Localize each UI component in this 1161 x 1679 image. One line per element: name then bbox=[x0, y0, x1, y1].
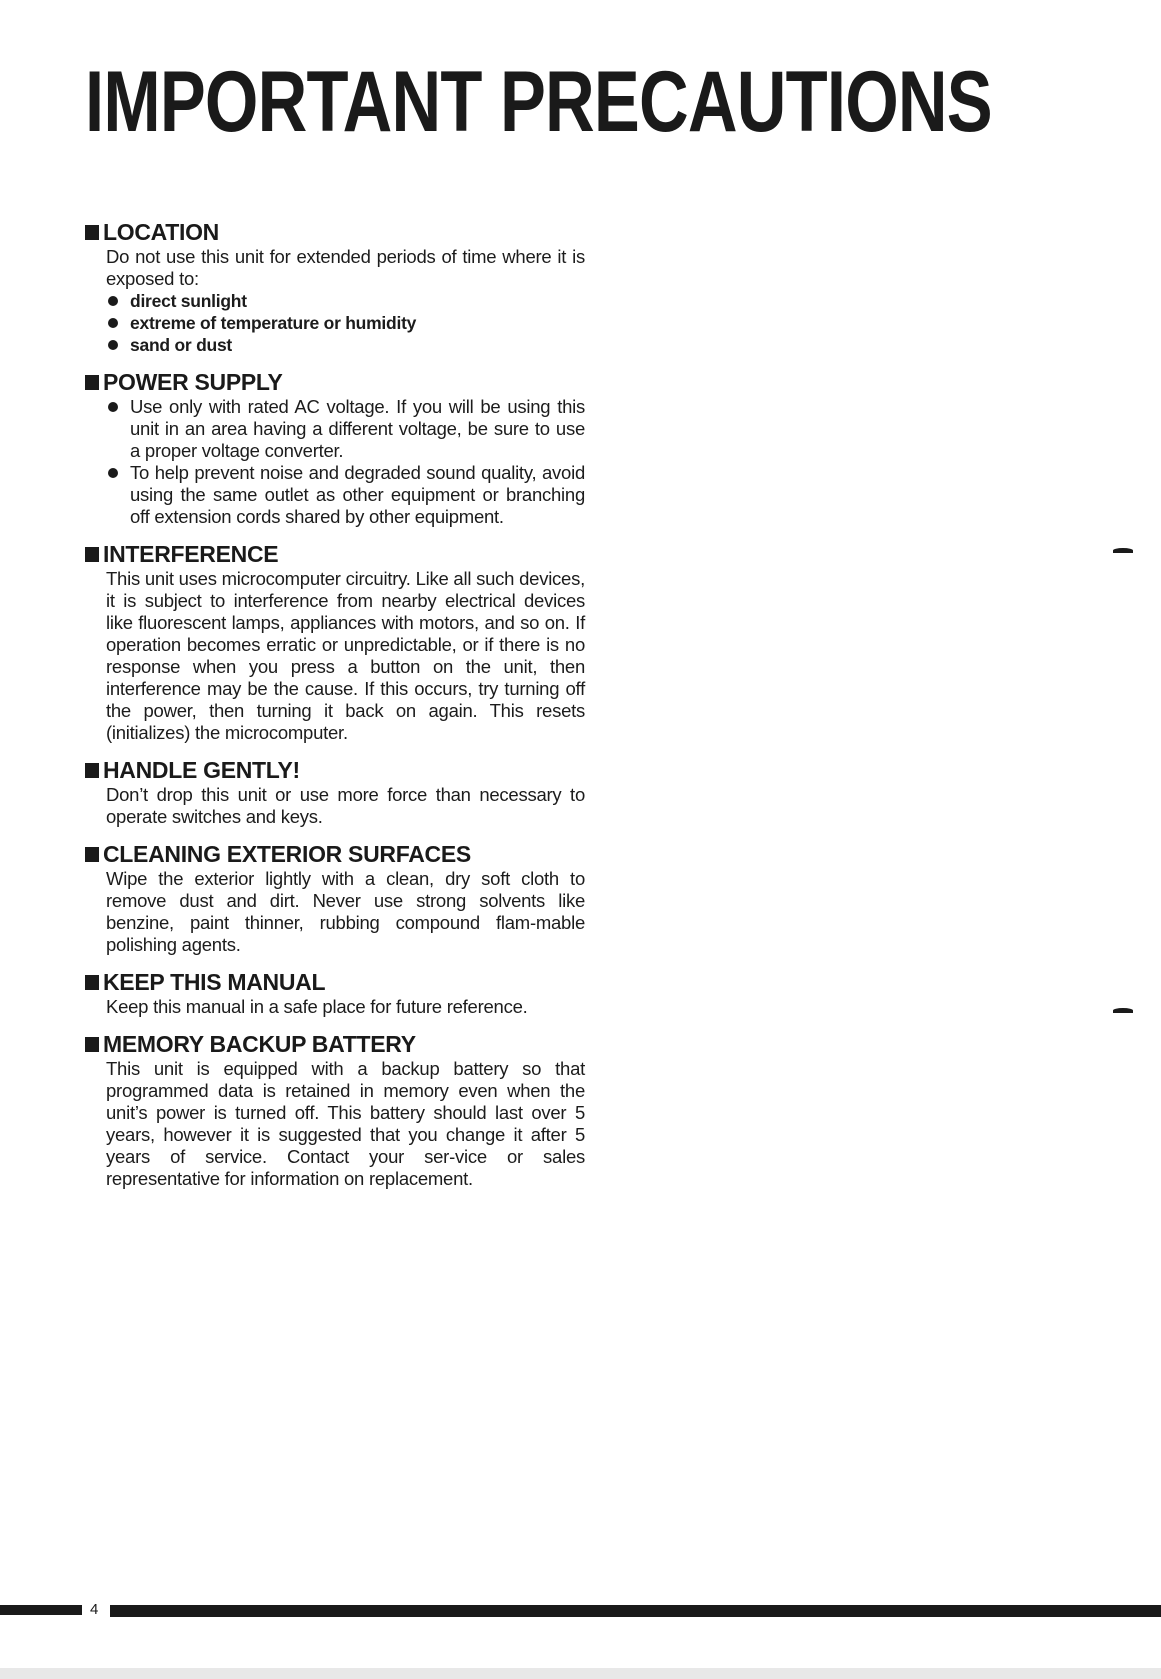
dot-bullet-icon bbox=[108, 340, 118, 350]
list-item-text: direct sunlight bbox=[130, 291, 247, 311]
section-heading bbox=[85, 218, 585, 246]
square-bullet-icon bbox=[85, 763, 99, 778]
square-bullet-icon bbox=[85, 547, 99, 562]
list-item bbox=[106, 462, 585, 528]
dot-bullet-icon bbox=[108, 318, 118, 328]
section-power-supply bbox=[85, 368, 585, 528]
dot-bullet-icon bbox=[108, 468, 118, 478]
section-body: This unit uses microcomputer circuitry. Like all such devices, it is subject to interference from nearby electrical devices like fluorescent lamps, appliances with motors, and so on. If operation becomes erratic or unpredictable, or if there is no response when you press a button on the unit, then interference may be the cause. If this occurs, try turning off the power, then turning it back on again. This resets (initializes) the microcomputer. bbox=[106, 568, 585, 743]
section-handle-gently bbox=[85, 756, 585, 828]
square-bullet-icon bbox=[85, 375, 99, 390]
page-number: 4 bbox=[90, 1601, 99, 1618]
square-bullet-icon bbox=[85, 225, 99, 240]
list-item-text: sand or dust bbox=[130, 335, 233, 355]
list-item bbox=[106, 334, 585, 356]
section-heading-label: MEMORY BACKUP BATTERY bbox=[103, 1031, 416, 1057]
page-title: IMPORTANT PRECAUTIONS bbox=[85, 54, 992, 150]
section-heading-label: CLEANING EXTERIOR SURFACES bbox=[103, 841, 471, 867]
scan-edge bbox=[0, 1668, 1161, 1679]
precautions-column bbox=[85, 218, 585, 1202]
section-heading bbox=[85, 1030, 585, 1058]
section-heading bbox=[85, 540, 585, 568]
section-memory-backup bbox=[85, 1030, 585, 1190]
section-body: Keep this manual in a safe place for future reference. bbox=[106, 996, 528, 1017]
section-body: This unit is equipped with a backup battery so that programmed data is retained in memory even when the unit’s power is turned off. This battery should last over 5 years, however it is suggested that you change it after 5 years of service. Contact your ser-vice or sales representative for information on replacement. bbox=[106, 1058, 585, 1189]
section-body: Wipe the exterior lightly with a clean, dry soft cloth to remove dust and dirt. Never use strong solvents like benzine, paint thinner, rubbing compound flam-mable polishing agents. bbox=[106, 868, 585, 955]
section-heading bbox=[85, 840, 585, 868]
list-item bbox=[106, 312, 585, 334]
section-heading-label: KEEP THIS MANUAL bbox=[103, 969, 326, 995]
square-bullet-icon bbox=[85, 1037, 99, 1052]
section-heading bbox=[85, 756, 585, 784]
bullet-list bbox=[106, 396, 585, 528]
bullet-list bbox=[106, 290, 585, 356]
section-heading-label: INTERFERENCE bbox=[103, 541, 279, 567]
section-heading bbox=[85, 368, 585, 396]
list-item bbox=[106, 290, 585, 312]
margin-tick-mark bbox=[1113, 1008, 1133, 1013]
section-heading-label: POWER SUPPLY bbox=[103, 369, 283, 395]
list-item bbox=[106, 396, 585, 462]
margin-tick-mark bbox=[1113, 548, 1133, 553]
section-keep-manual bbox=[85, 968, 585, 1018]
dot-bullet-icon bbox=[108, 296, 118, 306]
section-heading bbox=[85, 968, 585, 996]
square-bullet-icon bbox=[85, 975, 99, 990]
section-location bbox=[85, 218, 585, 356]
dot-bullet-icon bbox=[108, 402, 118, 412]
section-body: Do not use this unit for extended periods of time where it is exposed to: bbox=[106, 246, 585, 289]
section-heading-label: HANDLE GENTLY! bbox=[103, 757, 300, 783]
list-item-text: Use only with rated AC voltage. If you will be using this unit in an area having a different voltage, be sure to use a proper voltage converter. bbox=[130, 396, 585, 461]
section-cleaning bbox=[85, 840, 585, 956]
section-body: Don’t drop this unit or use more force than necessary to operate switches and keys. bbox=[106, 784, 585, 827]
footer-rule-right bbox=[110, 1605, 1161, 1617]
square-bullet-icon bbox=[85, 847, 99, 862]
footer-rule-left bbox=[0, 1605, 82, 1615]
section-interference bbox=[85, 540, 585, 744]
list-item-text: extreme of temperature or humidity bbox=[130, 313, 417, 333]
section-heading-label: LOCATION bbox=[103, 219, 219, 245]
list-item-text: To help prevent noise and degraded sound quality, avoid using the same outlet as other equipment or branching off extension cords shared by other equipment. bbox=[130, 462, 585, 527]
